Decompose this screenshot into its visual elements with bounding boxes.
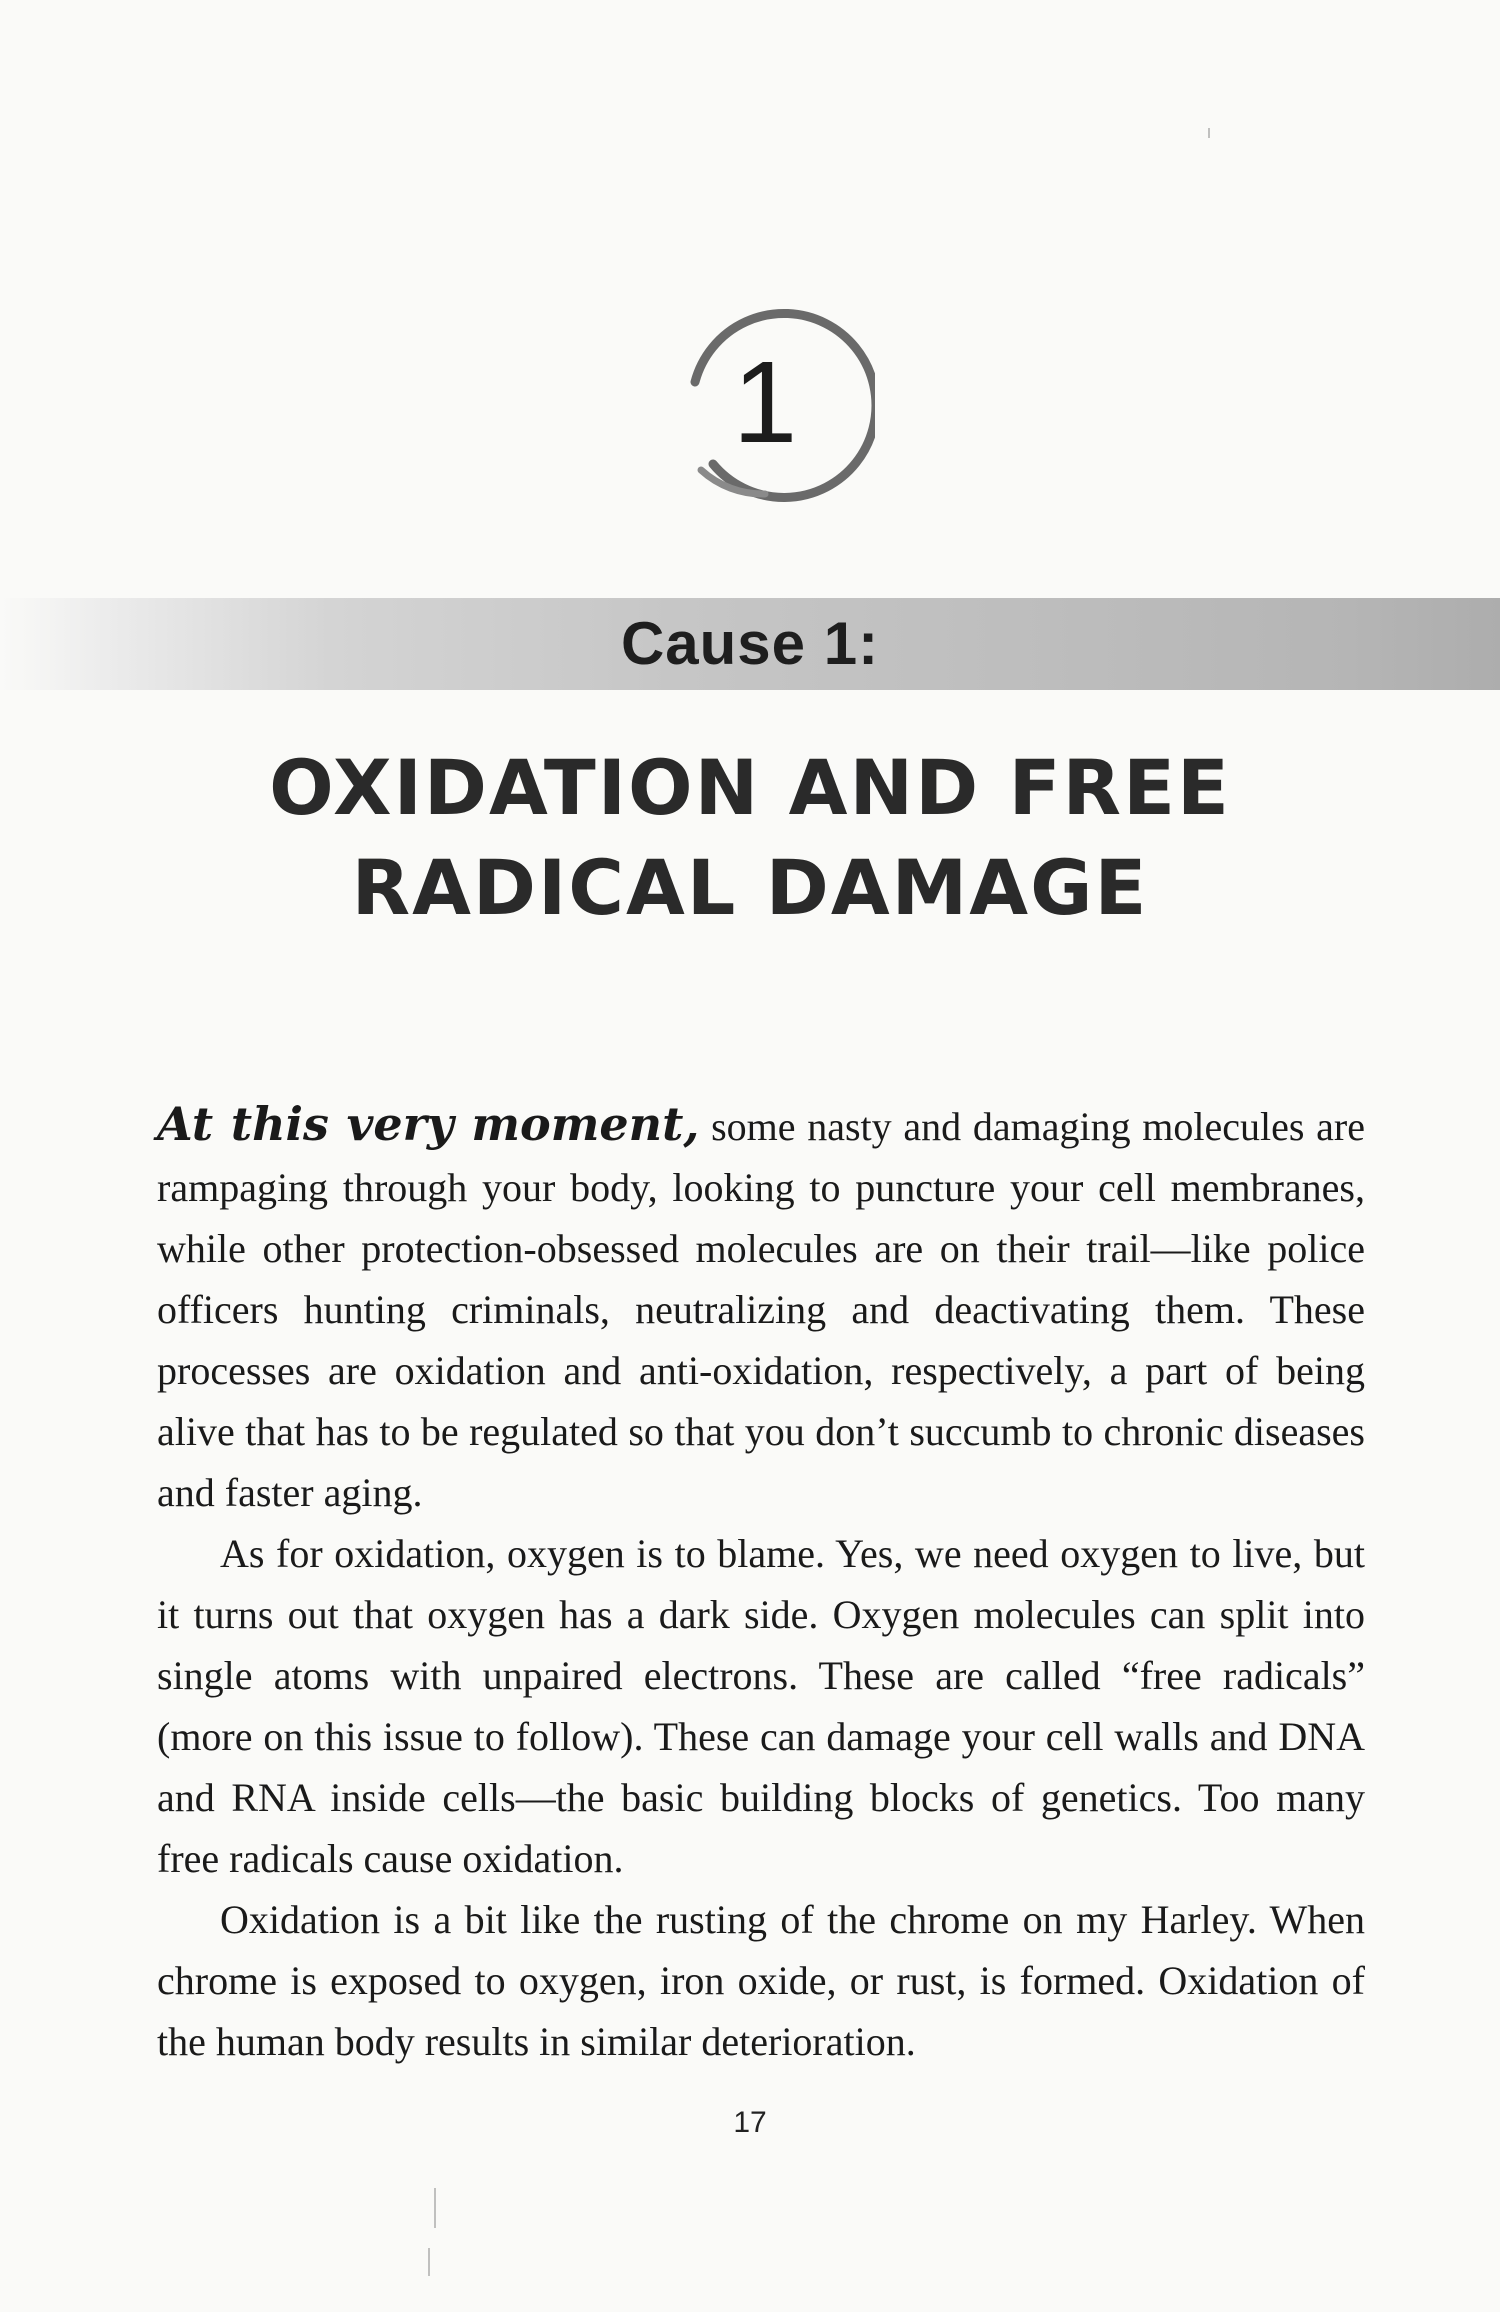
body-text bbox=[157, 1094, 1365, 2072]
paragraph-1-text: some nasty and damaging molecules are rampaging through your body, looking to puncture your cell membranes, while other protection-obsessed molecules are on their trail—like police officers hunting criminals, neutralizing and deactivating them. These processes are oxidation and anti-oxidation, respectively, a part of being alive that has to be regulated so that you don’t succumb to chronic diseases and faster aging. bbox=[157, 1104, 1366, 1515]
scan-mark bbox=[428, 2248, 430, 2276]
lead-phrase: At this very moment, bbox=[157, 1097, 700, 1151]
scan-mark bbox=[434, 2188, 436, 2228]
paragraph-2: As for oxidation, oxygen is to blame. Yes, we need oxygen to live, but it turns out that oxygen has a dark side. Oxygen molecules can split into single atoms with unpaired electrons. These are called “free radicals” (more on this issue to follow). These can damage your cell walls and DNA and RNA inside cells—the basic building blocks of genetics. Too many free radicals cause oxidation. bbox=[157, 1531, 1365, 1881]
chapter-number-badge bbox=[655, 292, 875, 512]
page-number: 17 bbox=[733, 2106, 767, 2139]
chapter-title-line-1: OXIDATION AND FREE bbox=[269, 743, 1231, 832]
scan-mark bbox=[1208, 128, 1210, 138]
paragraph-1 bbox=[157, 1094, 1365, 1523]
chapter-title bbox=[150, 738, 1350, 938]
cause-banner bbox=[0, 598, 1500, 690]
chapter-number: 1 bbox=[732, 337, 798, 467]
paragraph-3: Oxidation is a bit like the rusting of the chrome on my Harley. When chrome is exposed to oxygen, iron oxide, or rust, is formed. Oxidation of the human body results in similar deterioration. bbox=[157, 1897, 1365, 2064]
cause-label: Cause 1: bbox=[620, 610, 880, 677]
chapter-title-line-2: RADICAL DAMAGE bbox=[351, 843, 1149, 932]
